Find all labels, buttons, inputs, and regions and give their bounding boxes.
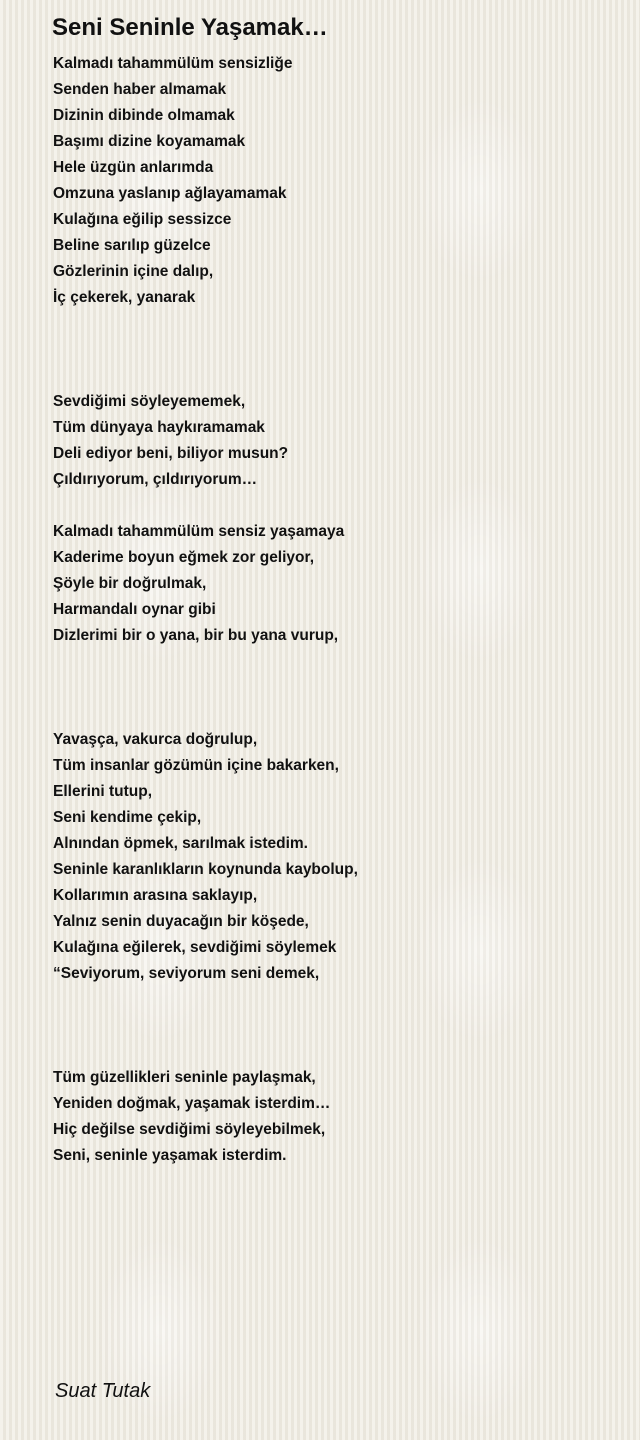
stanza-3 [53,519,613,649]
poem-line: Dizlerimi bir o yana, bir bu yana vurup, [53,627,339,644]
poem-line: İç çekerek, yanarak [53,289,196,306]
poem-line: Kalmadı tahammülüm sensiz yaşamaya [53,523,345,540]
poem-line: Omzuna yaslanıp ağlayamamak [53,185,287,202]
stanza-spacer [53,311,613,389]
poem-line: Kulağına eğilerek, sevdiğimi söylemek [53,939,337,956]
poem-line: Harmandalı oynar gibi [53,601,216,618]
poem-title: Seni Seninle Yaşamak… [52,14,328,41]
poem-line: Tüm dünyaya haykıramamak [53,419,265,436]
poem-line: Alnından öpmek, sarılmak istedim. [53,835,308,852]
poem-line: Hiç değilse sevdiğimi söyleyebilmek, [53,1121,326,1138]
poem-line: Şöyle bir doğrulmak, [53,575,207,592]
poem-line: Seni, seninle yaşamak isterdim. [53,1147,287,1164]
poem-line: Senden haber almamak [53,81,227,98]
stanza-1 [53,51,613,311]
poem-author: Suat Tutak [55,1380,151,1402]
stanza-4 [53,727,613,987]
poem-line: Çıldırıyorum, çıldırıyorum… [53,471,258,488]
poem-line: Kalmadı tahammülüm sensizliğe [53,55,293,72]
poem-line: Gözlerinin içine dalıp, [53,263,214,280]
poem-line: Beline sarılıp güzelce [53,237,211,254]
stanza-2 [53,389,613,493]
poem-line: “Seviyorum, seviyorum seni demek, [53,965,320,982]
stanza-spacer [53,493,613,519]
poem-line: Kollarımın arasına saklayıp, [53,887,258,904]
stanza-spacer [53,649,613,727]
poem-body [53,51,613,1169]
poem-line: Seni kendime çekip, [53,809,202,826]
poem-line: Yeniden doğmak, yaşamak isterdim… [53,1095,331,1112]
poem-line: Başımı dizine koyamamak [53,133,246,150]
poem-line: Yavaşça, vakurca doğrulup, [53,731,258,748]
poem-line: Ellerini tutup, [53,783,153,800]
poem-line: Deli ediyor beni, biliyor musun? [53,445,289,462]
poem-line: Yalnız senin duyacağın bir köşede, [53,913,309,930]
stanza-spacer [53,987,613,1065]
poem-line: Dizinin dibinde olmamak [53,107,235,124]
poem-line: Tüm güzellikleri seninle paylaşmak, [53,1069,316,1086]
poem-line: Sevdiğimi söyleyememek, [53,393,246,410]
poem-line: Seninle karanlıkların koynunda kaybolup, [53,861,358,878]
poem-line: Kaderime boyun eğmek zor geliyor, [53,549,314,566]
stanza-5 [53,1065,613,1169]
poem-line: Tüm insanlar gözümün içine bakarken, [53,757,339,774]
poem-line: Hele üzgün anlarımda [53,159,214,176]
poem-line: Kulağına eğilip sessizce [53,211,232,228]
